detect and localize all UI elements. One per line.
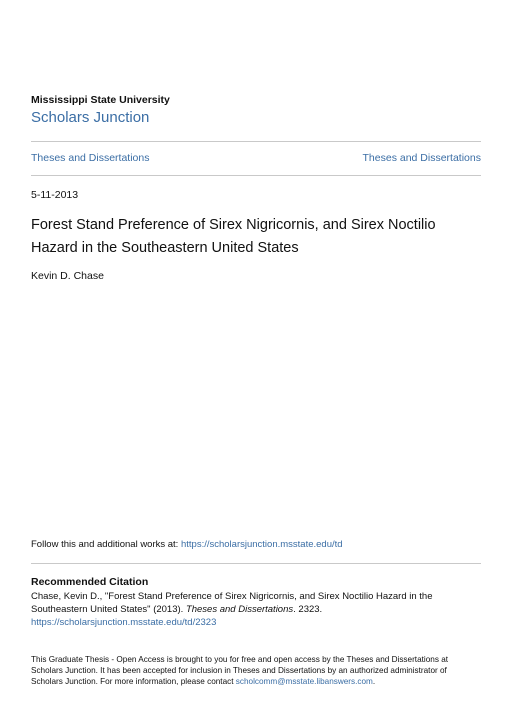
- title-line-1: Forest Stand Preference of Sirex Nigricornis, and Sirex Noctilio: [31, 217, 436, 233]
- citation-link[interactable]: https://scholarsjunction.msstate.edu/td/2323: [31, 617, 217, 628]
- document-title: [31, 214, 486, 260]
- access-notice: [31, 654, 491, 687]
- follow-link[interactable]: https://scholarsjunction.msstate.edu/td: [180, 539, 343, 550]
- contact-email-link[interactable]: scholcomm@msstate.libanswers.com: [235, 677, 373, 686]
- follow-prefix: Follow this and additional works at:: [31, 539, 181, 550]
- notice-line-2: Scholars Junction. It has been accepted for inclusion in Theses and Dissertations by an authorized administrator of: [31, 666, 447, 675]
- citation-number: . 2323.: [293, 604, 323, 615]
- divider-top: [31, 141, 481, 142]
- citation-heading: Recommended Citation: [31, 576, 149, 588]
- notice-line-1: This Graduate Thesis - Open Access is brought to you for free and open access by the Theses and Dissertations at: [31, 655, 449, 664]
- citation-line-1: Chase, Kevin D., "Forest Stand Preference of Sirex Nigricornis, and Sirex Noctilio Hazard in the: [31, 591, 433, 602]
- notice-line-3-end: .: [372, 677, 376, 686]
- divider-bottom: [31, 563, 481, 564]
- title-line-2: Hazard in the Southeastern United States: [31, 240, 299, 256]
- citation-line-2: Southeastern United States" (2013).: [31, 604, 186, 615]
- citation-text: [31, 590, 491, 629]
- follow-line: [31, 539, 343, 550]
- repository-link[interactable]: Scholars Junction: [31, 109, 150, 126]
- collection-link-right[interactable]: Theses and Dissertations: [362, 152, 481, 164]
- publication-date: 5-11-2013: [31, 189, 79, 201]
- notice-line-3: Scholars Junction. For more information, please contact: [31, 677, 236, 686]
- collection-link-left[interactable]: Theses and Dissertations: [31, 152, 150, 164]
- divider-middle: [31, 175, 481, 176]
- author-name: Kevin D. Chase: [31, 270, 104, 282]
- institution-name: Mississippi State University: [31, 94, 170, 106]
- citation-series: Theses and Dissertations: [185, 604, 294, 615]
